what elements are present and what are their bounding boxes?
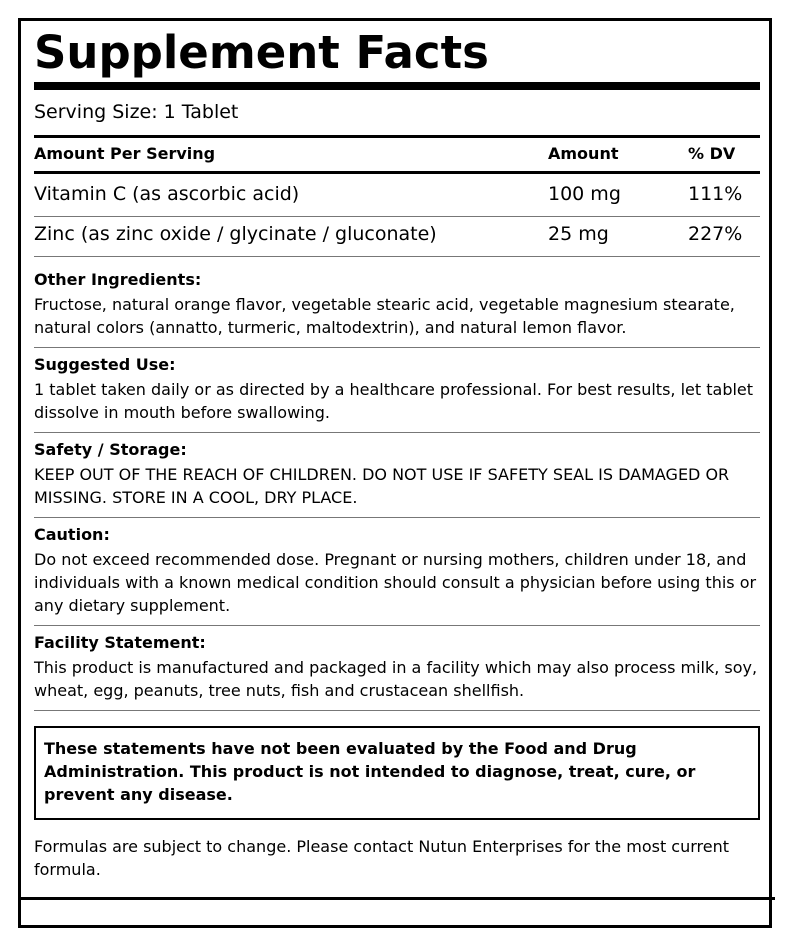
section-caution [34, 525, 760, 617]
section-facility-statement [34, 633, 760, 702]
title-divider [34, 82, 760, 90]
page-title: Supplement Facts [34, 26, 489, 79]
section-heading: Safety / Storage: [34, 440, 187, 459]
nutrient-amount: 100 mg [548, 183, 621, 205]
table-header-divider [34, 171, 760, 174]
footer-note: Formulas are subject to change. Please contact Nutun Enterprises for the most current formula. [34, 837, 730, 879]
serving-size: Serving Size: 1 Tablet [34, 101, 239, 123]
section-divider [34, 517, 760, 518]
section-divider [34, 347, 760, 348]
section-body: This product is manufactured and packaged in a facility which may also process milk, soy, wheat, egg, peanuts, tree nuts, fish and crustacean shellfish. [34, 658, 758, 700]
nutrient-amount: 25 mg [548, 223, 609, 245]
section-body: 1 tablet taken daily or as directed by a healthcare professional. For best results, let tablet dissolve in mouth before swallowing. [34, 380, 754, 422]
section-body: KEEP OUT OF THE REACH OF CHILDREN. DO NOT USE IF SAFETY SEAL IS DAMAGED OR MISSING. STORE IN A COOL, DRY PLACE. [34, 465, 730, 507]
section-safety-storage [34, 440, 760, 509]
section-other-ingredients [34, 270, 760, 339]
header-percent-dv: % DV [688, 144, 736, 163]
nutrient-name: Zinc (as zinc oxide / glycinate / gluconate) [34, 223, 437, 245]
section-heading: Suggested Use: [34, 355, 176, 374]
section-heading: Facility Statement: [34, 633, 206, 652]
bottom-divider [18, 897, 775, 900]
header-amount-per-serving: Amount Per Serving [34, 144, 216, 163]
section-heading: Other Ingredients: [34, 270, 202, 289]
header-amount: Amount [548, 144, 619, 163]
section-body: Fructose, natural orange flavor, vegetable stearic acid, vegetable magnesium stearate, natural colors (annatto, turmeric, maltodextrin), and natural lemon flavor. [34, 295, 735, 337]
row-divider [34, 216, 760, 217]
section-divider [34, 710, 760, 711]
section-divider [34, 432, 760, 433]
supplement-facts-panel [18, 18, 772, 928]
section-suggested-use [34, 355, 760, 424]
section-heading: Caution: [34, 525, 110, 544]
nutrient-dv: 111% [688, 183, 743, 205]
nutrient-name: Vitamin C (as ascorbic acid) [34, 183, 300, 205]
section-body: Do not exceed recommended dose. Pregnant or nursing mothers, children under 18, and individuals with a known medical condition should consult a physician before using this or any dietary supplement. [34, 550, 757, 615]
nutrient-dv: 227% [688, 223, 743, 245]
section-divider [34, 625, 760, 626]
row-divider [34, 256, 760, 257]
fda-disclaimer-box: These statements have not been evaluated by the Food and Drug Administration. This product is not intended to diagnose, treat, cure, or prevent any disease. [34, 726, 760, 820]
table-top-divider [34, 135, 760, 138]
